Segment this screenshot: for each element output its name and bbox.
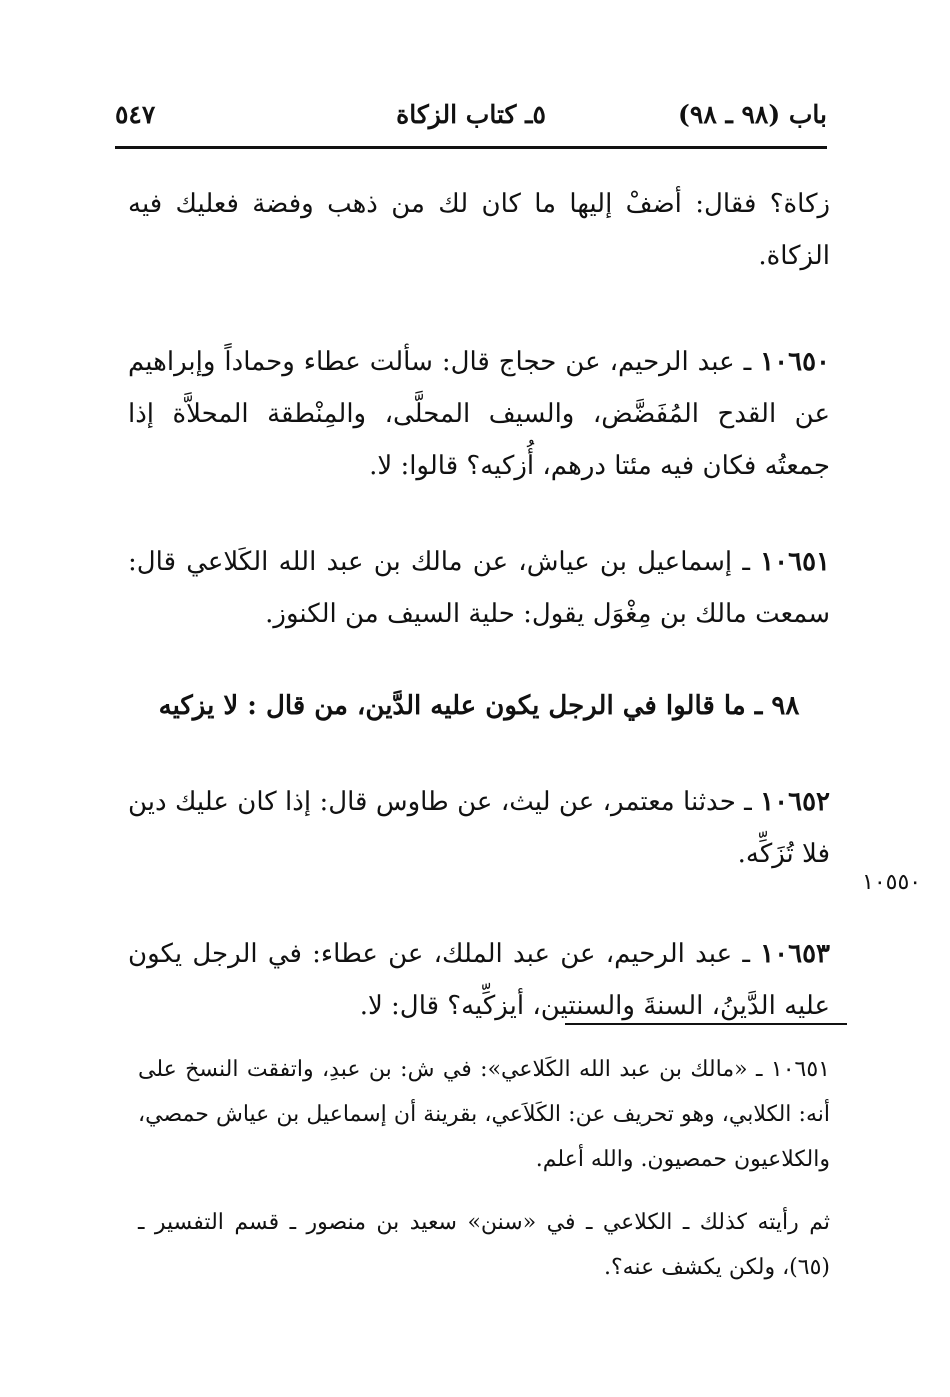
chapter-heading: باب (٩٨ ـ ٩٨) [678, 100, 827, 129]
hadith-number: ١٠٦٥٢ [760, 787, 830, 817]
hadith-text: ـ عبد الرحيم، عن حجاج قال: سألت عطاء وحماداً وإبراهيم عن القدح المُفَضَّض، والسيف المحلَّى، والمِنْطقة المحلاَّة إذا جمعتُه فكان فيه مئتا درهم، أُزكيه؟ قالوا: لا. [128, 347, 830, 481]
hadith-10650 [128, 336, 830, 492]
footnotes [138, 1047, 830, 1290]
hadith-number: ١٠٦٥٣ [760, 939, 830, 969]
section-title: ٩٨ ـ ما قالوا في الرجل يكون عليه الدَّين، من قال : لا يزكيه [158, 691, 800, 721]
hadith-10653 [128, 928, 830, 1032]
footnote-rule [565, 1023, 847, 1025]
footnote-2: ثم رأيته كذلك ـ الكلاعي ـ في «سنن» سعيد بن منصور ـ قسم التفسير ـ (٦٥)، ولكن يكشف عنه؟. [138, 1210, 830, 1280]
page-header [115, 100, 827, 140]
continuation-paragraph [128, 178, 830, 282]
hadith-10651 [128, 536, 830, 640]
page-number: ٥٤٧ [115, 100, 156, 129]
footnote-1: ١٠٦٥١ ـ «مالك بن عبد الله الكَلاعي»: في ش: بن عبدِ، واتفقت النسخ على أنه: الكلابي، وهو تحريف عن: الكَلاَعي، بقرينة أن إسماعيل بن عياش حمصي، والكلاعيون حمصيون. والله أعلم. [138, 1057, 830, 1172]
hadith-text: ـ إسماعيل بن عياش، عن مالك بن عبد الله الكَلاعي قال: سمعت مالك بن مِغْوَل يقول: حلية السيف من الكنوز. [128, 547, 830, 629]
book-title: ٥ـ كتاب الزكاة [396, 100, 546, 129]
margin-reference-number: ١٠٥٥٠ [862, 870, 922, 895]
main-text [128, 178, 830, 1032]
paragraph-text: زكاة؟ فقال: أضفْ إليها ما كان لك من ذهب وفضة فعليك فيه الزكاة. [128, 189, 830, 271]
hadith-text: ـ عبد الرحيم، عن عبد الملك، عن عطاء: في الرجل يكون عليه الدَّينُ، السنةَ والسنتين، أيزكِّيه؟ قال: لا. [128, 939, 830, 1021]
hadith-number: ١٠٦٥٠ [760, 347, 830, 377]
header-rule [115, 146, 827, 149]
hadith-text: ـ حدثنا معتمر، عن ليث، عن طاوس قال: إذا كان عليك دين فلا تُزَكِّه. [128, 787, 830, 869]
hadith-number: ١٠٦٥١ [760, 547, 830, 577]
hadith-10652 [128, 776, 830, 880]
